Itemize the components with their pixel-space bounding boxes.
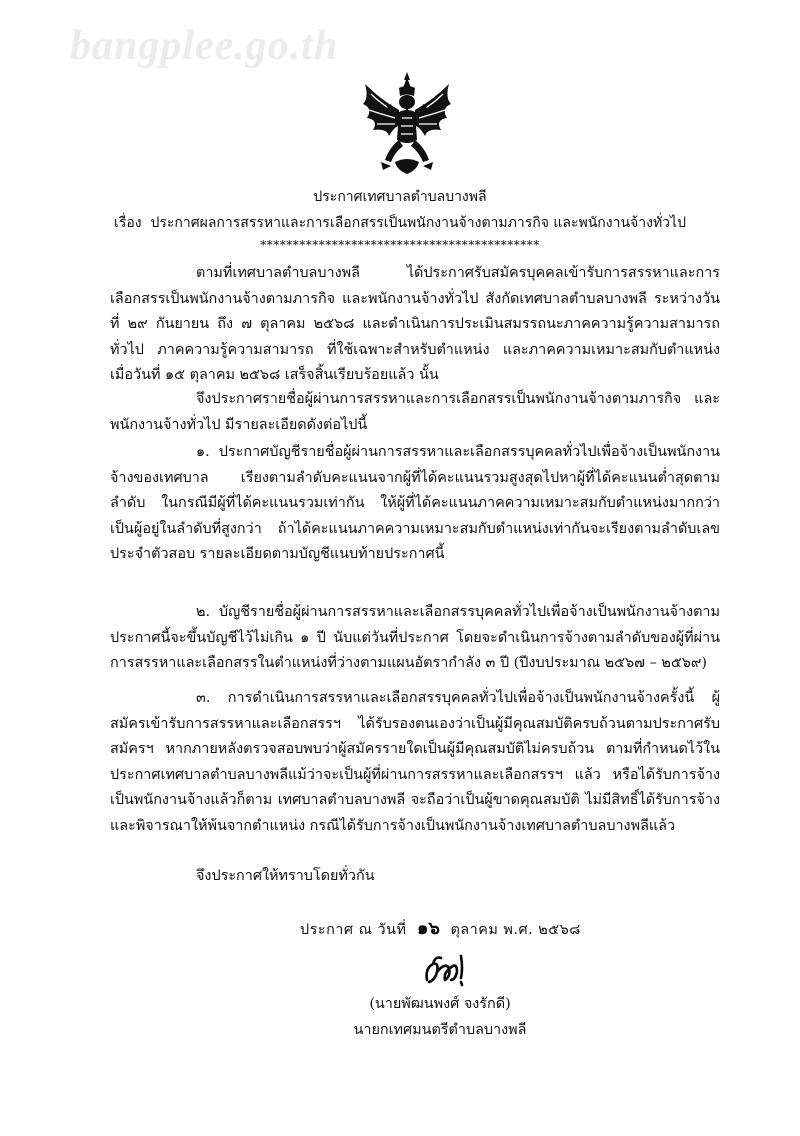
intro-paragraph: ตามที่เทศบาลตำบลบางพลี ได้ประกาศรับสมัครบุคคลเข้ารับการสรรหาและการเลือกสรรเป็นพนักงานจ้างตามภารกิจ และพนักงานจ้างทั่วไป สังกัดเทศบาลตำบลบางพลี ระหว่างวันที่ ๒๙ กันยายน ถึง ๗ ตุลาคม ๒๕๖๘ และดำเนินการประเมินสมรรถนะภาคความรู้ความสามารถทั่วไป ภาคความรู้ความสามารถ ที่ใช้เฉพาะสำหรับตำแหน่ง และภาคความเหมาะสมกับตำแหน่ง เมื่อวันที่ ๑๕ ตุลาคม ๒๕๖๘ เสร็จสิ้นเรียบร้อยแล้ว นั้น [110, 265, 720, 383]
date-prefix: ประกาศ ณ วันที่ [300, 922, 407, 938]
subject-line [0, 212, 800, 234]
organization-title: ประกาศเทศบาลตำบลบางพลี [313, 189, 487, 205]
garuda-emblem-icon [359, 70, 455, 176]
subject-text: ประกาศผลการสรรหาและการเลือกสรรเป็นพนักงานจ้างตามภารกิจ และพนักงานจ้างทั่วไป [150, 215, 686, 231]
date-day-handwritten: ๑๖ [417, 918, 440, 939]
announce-paragraph: จึงประกาศรายชื่อผู้ผ่านการสรรหาและการเลือกสรรเป็นพนักงานจ้างตามภารกิจ และพนักงานจ้างทั่วไป มีรายละเอียดดังต่อไปนี้ [110, 391, 720, 433]
closing-line: จึงประกาศให้ทราบโดยทั่วกัน [196, 868, 375, 884]
signer-title: นายกเทศมนตรีตำบลบางพลี [353, 1022, 527, 1038]
watermark: bangplee.go.th [70, 23, 339, 69]
subject-label: เรื่อง [114, 215, 142, 231]
item-2-paragraph: ๒. บัญชีรายชื่อผู้ผ่านการสรรหาและเลือกสรรบุคคลทั่วไปเพื่อจ้างเป็นพนักงานจ้างตามประกาศนี้จะขึ้นบัญชีไว้ไม่เกิน ๑ ปี นับแต่วันที่ประกาศ โดยจะดำเนินการจ้างตามลำดับของผู้ที่ผ่านการสรรหาและเลือกสรรในตำแหน่งที่ว่างตามแผนอัตรากำลัง ๓ ปี (ปีงบประมาณ ๒๕๖๗ – ๒๕๖๙) [110, 604, 720, 671]
signer-name: (นายพัฒนพงศ์ จงรักดี) [369, 996, 511, 1012]
item-3-paragraph: ๓. การดำเนินการสรรหาและเลือกสรรบุคคลทั่วไปเพื่อจ้างเป็นพนักงานจ้างครั้งนี้ ผู้สมัครเข้ารับการสรรหาและเลือกสรรฯ ได้รับรองตนเองว่าเป็นผู้มีคุณสมบัติครบถ้วนตามประกาศรับสมัครฯ หากภายหลังตรวจสอบพบว่าผู้สมัครรายใดเป็นผู้มีคุณสมบัติไม่ครบถ้วน ตามที่กำหนดไว้ในประกาศเทศบาลตำบลบางพลีแม้ว่าจะเป็นผู้ที่ผ่านการสรรหาและเลือกสรรฯ แล้ว หรือได้รับการจ้างเป็นพนักงานจ้างแล้วก็ตาม เทศบาลตำบลบางพลี จะถือว่าเป็นผู้ขาดคุณสมบัติ ไม่มีสิทธิ์ได้รับการจ้าง และพิจารณาให้พ้นจากตำแหน่ง กรณีได้รับการจ้างเป็นพนักงานจ้างเทศบาลตำบลบางพลีแล้ว [110, 690, 720, 834]
separator-line: ******************************************* [260, 238, 540, 252]
announcement-date [300, 913, 581, 942]
item-1-paragraph: ๑. ประกาศบัญชีรายชื่อผู้ผ่านการสรรหาและเลือกสรรบุคคลทั่วไปเพื่อจ้างเป็นพนักงานจ้างของเทศบาล เรียงตามลำดับคะแนนจากผู้ที่ได้คะแนนรวมสูงสุดไปหาผู้ที่ได้คะแนนต่ำสุดตามลำดับ ในกรณีมีผู้ที่ได้คะแนนรวมเท่ากัน ให้ผู้ที่ได้คะแนนภาคความเหมาะสมกับตำแหน่งมากกว่าเป็นผู้อยู่ในลำดับที่สูงกว่า ถ้าได้คะแนนภาคความเหมาะสมกับตำแหน่งเท่ากันจะเรียงตามลำดับเลขประจำตัวสอบ รายละเอียดตามบัญชีแนบท้ายประกาศนี้ [110, 444, 720, 562]
handwritten-signature-icon [421, 950, 481, 990]
date-month-year: ตุลาคม พ.ศ. ๒๕๖๘ [450, 922, 581, 938]
